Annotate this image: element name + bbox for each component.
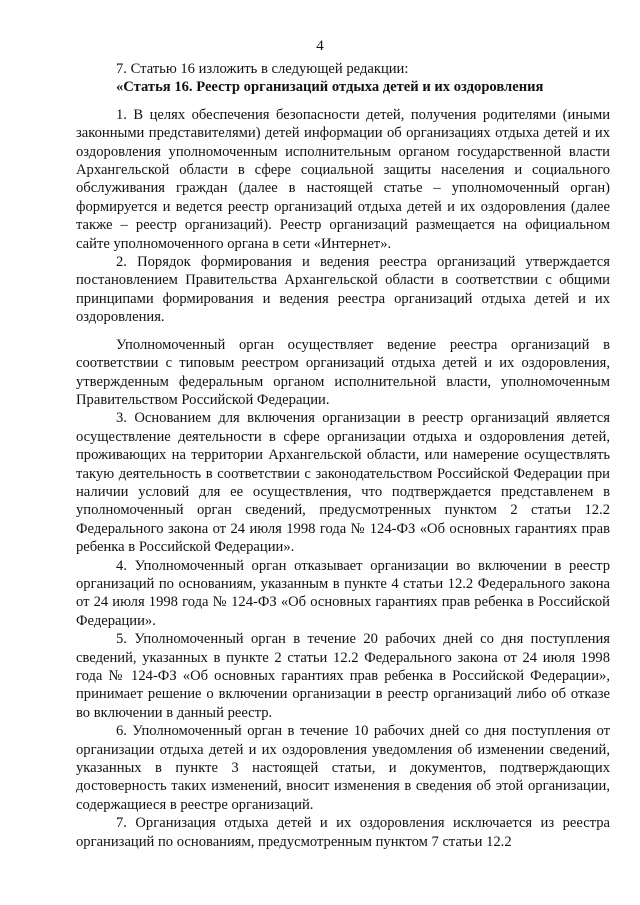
- paragraph-7: 7. Организация отдыха детей и их оздоровления исключается из реестра организаций по основаниям, предусмотренным пунктом 7 статьи 12.2: [76, 815, 610, 850]
- paragraph-4: 4. Уполномоченный орган отказывает организации во включении в реестр организаций по основаниям, указанным в пункте 4 статьи 12.2 Федерального закона от 24 июля 1998 года № 124-ФЗ «Об основных гарантиях прав ребенка в Российской Федерации».: [76, 557, 610, 629]
- paragraph-2: 2. Порядок формирования и ведения реестра организаций утверждается постановлением Правительства Архангельской области в соответствии с общими принципами формирования и ведения реестра организаций отдыха детей и их оздоровления.: [76, 254, 610, 326]
- paragraph-1: 1. В целях обеспечения безопасности детей, получения родителями (иными законными представителями) детей информации об организациях отдыха детей и их оздоровления уполномоченным исполнительным органом государственной власти Архангельской области в сфере социальной защиты населения и социального обслуживания граждан (далее в настоящей статье – уполномоченный орган) формируется и ведется реестр организаций отдыха детей и их оздоровления (далее также – реестр организаций). Реестр организаций размещается на официальном сайте уполномоченного органа в сети «Интернет».: [76, 106, 610, 252]
- spacer: [76, 327, 610, 336]
- amendment-intro: 7. Статью 16 изложить в следующей редакции:: [116, 61, 409, 77]
- paragraph-2-continued: Уполномоченный орган осуществляет ведение реестра организаций в соответствии с типовым реестром организаций отдыха детей и их оздоровления, утвержденным федеральным органом исполнительной власти, уполномоченным Правительством Российской Федерации.: [76, 336, 610, 408]
- paragraph-3: 3. Основанием для включения организации в реестр организаций является осуществление деятельности в сфере организации отдыха и оздоровления детей, проживающих на территории Архангельской области, или намерение осуществлять такую деятельность в соответствии с законодательством Российской Федерации при наличии условий для ее осуществления, что подтверждается представленем в уполномоченный орган сведений, предусмотренных пунктом 2 статьи 12.2 Федерального закона от 24 июля 1998 года № 124-ФЗ «Об основных гарантиях прав ребенка в Российской Федерации».: [76, 410, 610, 556]
- article-title: «Статья 16. Реестр организаций отдыха детей и их оздоровления: [116, 79, 544, 96]
- page-number: 4: [316, 38, 324, 54]
- paragraph-6: 6. Уполномоченный орган в течение 10 рабочих дней со дня поступления от организации отдыха детей и их оздоровления уведомления об изменении сведений, указанных в пункте 3 настоящей статьи, и документов, подтверждающих достоверность таких изменений, вносит изменения в сведения об этой организации, содержащиеся в реестре организаций.: [76, 723, 610, 813]
- spacer: [76, 97, 610, 106]
- paragraph-5: 5. Уполномоченный орган в течение 20 рабочих дней со дня поступления сведений, указанных в пункте 2 статьи 12.2 Федерального закона от 24 июля 1998 года № 124-ФЗ «Об основных гарантиях прав ребенка в Российской Федерации», принимает решение о включении организации в реестр организаций либо об отказе во включении в данный реестр.: [76, 631, 610, 721]
- document-body: [76, 60, 610, 851]
